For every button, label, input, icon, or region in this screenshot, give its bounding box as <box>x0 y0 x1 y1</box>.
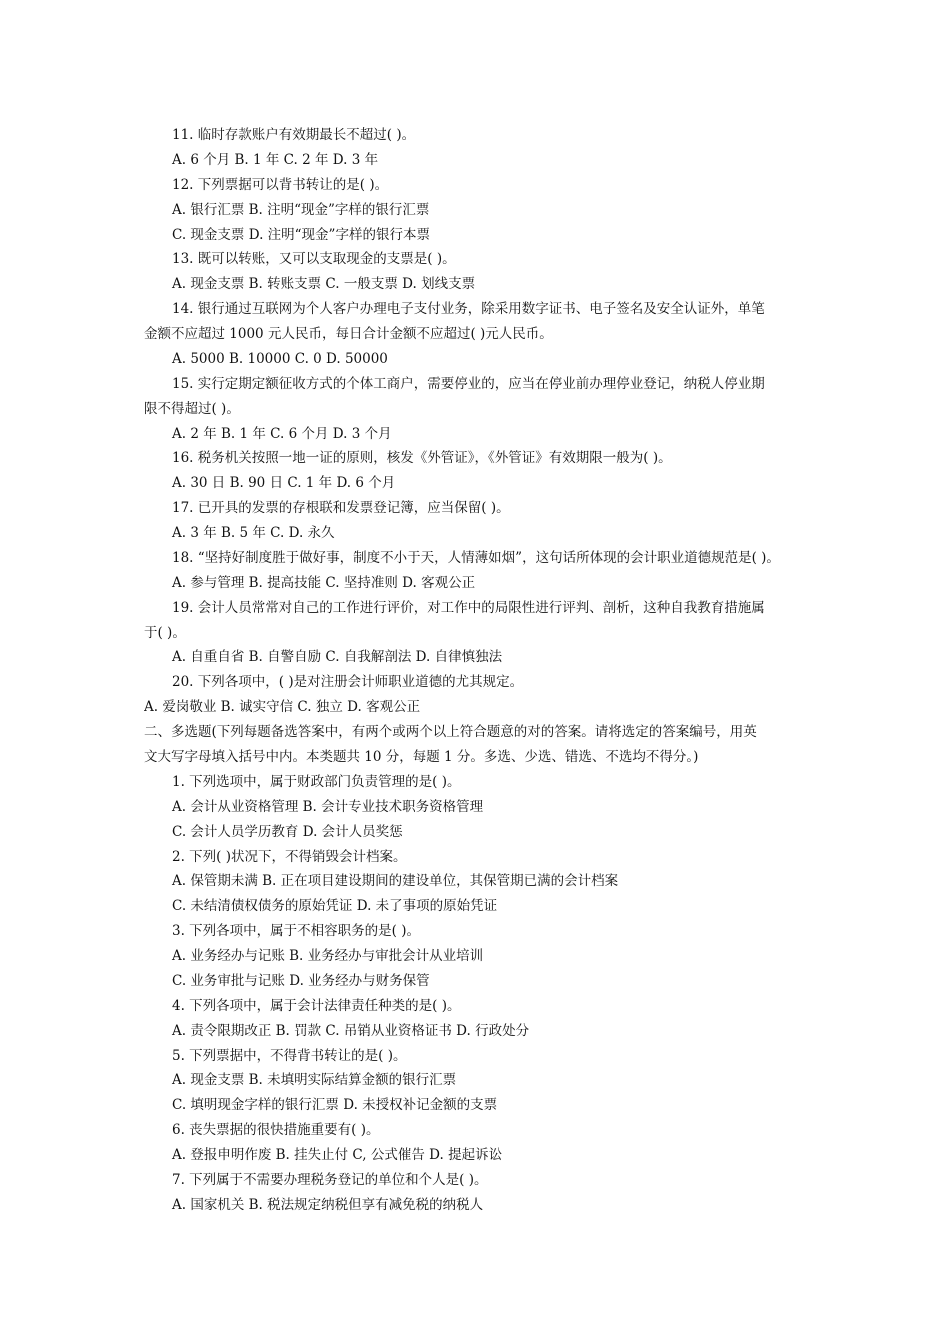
text-line: C. 填明现金字样的银行汇票 D. 未授权补记金额的支票 <box>172 1097 498 1114</box>
text-line: A. 5000 B. 10000 C. 0 D. 50000 <box>172 350 388 367</box>
text-line: 16. 税务机关按照一地一证的原则，核发《外管证》，《外管证》有效期限一般为( )。 <box>172 450 672 467</box>
text-line: 6. 丧失票据的很快措施重要有( )。 <box>172 1122 380 1139</box>
text-line: 18. “坚持好制度胜于做好事，制度不小于天，人情薄如烟”，这句话所体现的会计职业道德规范是( )。 <box>172 549 780 566</box>
text-line: 19. 会计人员常常对自己的工作进行评价，对工作中的局限性进行评判、剖析，这种自我教育措施属 <box>172 599 765 616</box>
text-line: A. 参与管理 B. 提高技能 C. 坚持准则 D. 客观公正 <box>172 574 476 591</box>
text-line: A. 现金支票 B. 未填明实际结算金额的银行汇票 <box>172 1072 457 1089</box>
text-line: C. 未结清债权债务的原始凭证 D. 未了事项的原始凭证 <box>172 898 498 915</box>
text-line: 于( )。 <box>144 624 186 641</box>
text-line: A. 爱岗敬业 B. 诚实守信 C. 独立 D. 客观公正 <box>144 699 421 716</box>
text-line: A. 2 年 B. 1 年 C. 6 个月 D. 3 个月 <box>172 425 392 442</box>
text-line: 11. 临时存款账户有效期最长不超过( )。 <box>172 127 416 143</box>
text-line: 1. 下列选项中，属于财政部门负责管理的是( )。 <box>172 773 461 790</box>
text-line: C. 会计人员学历教育 D. 会计人员奖惩 <box>172 823 403 840</box>
text-line: A. 保管期未满 B. 正在项目建设期间的建设单位，其保管期已满的会计档案 <box>172 873 619 890</box>
text-line: A. 银行汇票 B. 注明“现金”字样的银行汇票 <box>172 201 430 218</box>
text-line: 5. 下列票据中，不得背书转让的是( )。 <box>172 1047 407 1064</box>
text-line: A. 现金支票 B. 转账支票 C. 一般支票 D. 划线支票 <box>172 276 476 293</box>
text-line: 2. 下列( )状况下，不得销毁会计档案。 <box>172 848 407 865</box>
text-line: 金额不应超过 1000 元人民币，每日合计金额不应超过( )元人民币。 <box>144 326 553 343</box>
text-line: 17. 已开具的发票的存根联和发票登记簿，应当保留( )。 <box>172 500 510 517</box>
text-line: A. 6 个月 B. 1 年 C. 2 年 D. 3 年 <box>172 151 379 168</box>
text-line: 7. 下列属于不需要办理税务登记的单位和个人是( )。 <box>172 1171 488 1188</box>
text-line: 4. 下列各项中，属于会计法律责任种类的是( )。 <box>172 997 461 1014</box>
text-line: 二、多选题(下列每题备选答案中，有两个或两个以上符合题意的对的答案。请将选定的答案编号，用英 <box>144 724 757 741</box>
text-line: 3. 下列各项中，属于不相容职务的是( )。 <box>172 923 420 940</box>
text-line: A. 责令限期改正 B. 罚款 C. 吊销从业资格证书 D. 行政处分 <box>172 1022 530 1039</box>
text-line: C. 业务审批与记账 D. 业务经办与财务保管 <box>172 972 430 989</box>
text-line: 14. 银行通过互联网为个人客户办理电子支付业务，除采用数字证书、电子签名及安全认证外，单笔 <box>172 301 765 318</box>
text-line: 文大写字母填入括号中内。本类题共 10 分，每题 1 分。多选、少选、错选、不选均不得分。) <box>144 749 699 765</box>
text-line: 12. 下列票据可以背书转让的是( )。 <box>172 176 389 193</box>
text-line: 20. 下列各项中，( )是对注册会计师职业道德的尤其规定。 <box>172 674 524 691</box>
text-line: 13. 既可以转账，又可以支取现金的支票是( )。 <box>172 251 456 268</box>
text-line: A. 会计从业资格管理 B. 会计专业技术职务资格管理 <box>172 798 484 815</box>
text-line: A. 业务经办与记账 B. 业务经办与审批会计从业培训 <box>172 948 484 965</box>
text-line: C. 现金支票 D. 注明“现金”字样的银行本票 <box>172 226 430 243</box>
text-line: A. 自重自省 B. 自警自励 C. 自我解剖法 D. 自律慎独法 <box>172 649 503 666</box>
text-line: A. 30 日 B. 90 日 C. 1 年 D. 6 个月 <box>172 475 396 492</box>
text-line: 限不得超过( )。 <box>144 400 240 417</box>
text-line: 15. 实行定期定额征收方式的个体工商户，需要停业的，应当在停业前办理停业登记，纳税人停业期 <box>172 375 765 392</box>
text-line: A. 3 年 B. 5 年 C. D. 永久 <box>172 525 335 542</box>
text-line: A. 国家机关 B. 税法规定纳税但享有减免税的纳税人 <box>172 1196 484 1213</box>
text-line: A. 登报申明作废 B. 挂失止付 C, 公式催告 D. 提起诉讼 <box>172 1147 503 1164</box>
